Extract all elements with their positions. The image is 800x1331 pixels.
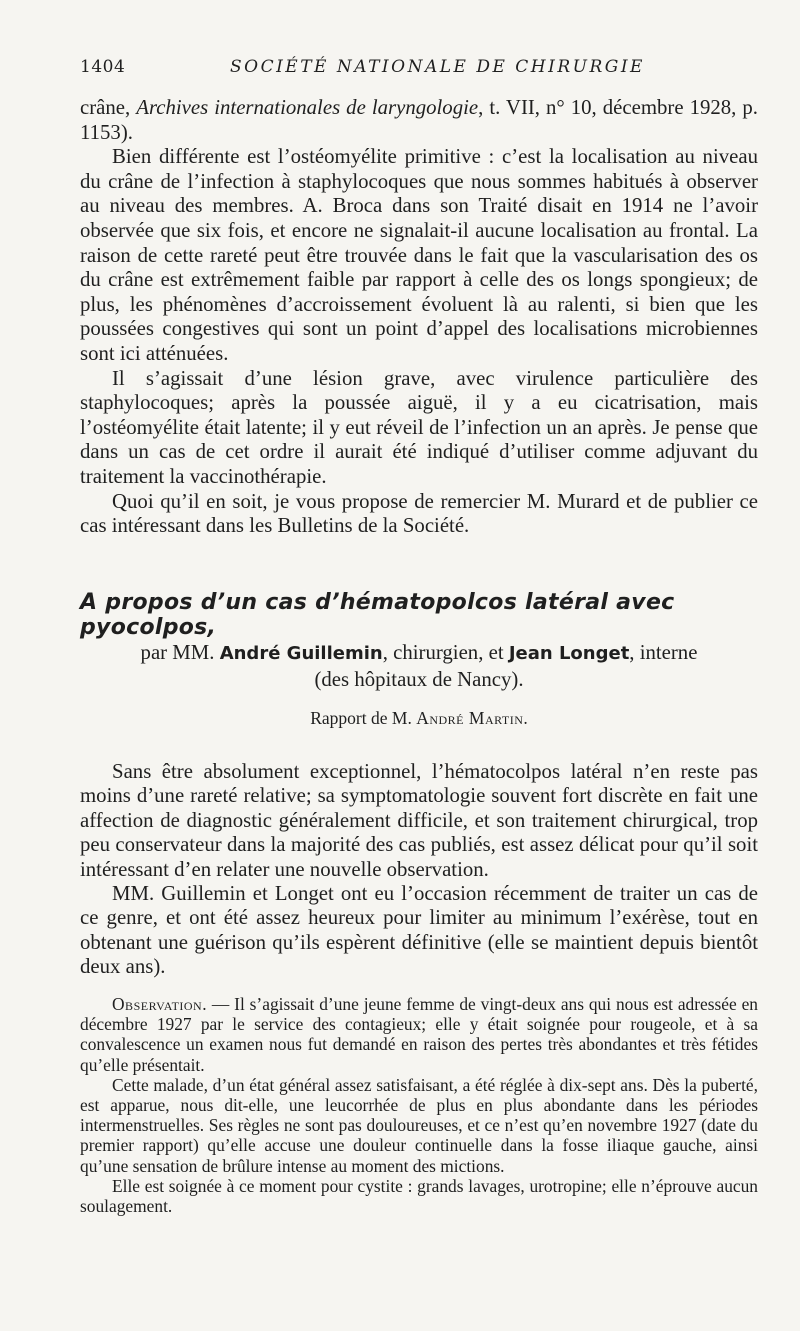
page-number: 1404 bbox=[80, 57, 126, 77]
observation-section bbox=[80, 994, 758, 1216]
affiliation: (des hôpitaux de Nancy). bbox=[314, 668, 524, 691]
paragraph: Sans être absolument exceptionnel, l’hématocolpos latéral n’en reste pas moins d’une rareté relative; sa symptomatologie souvent fort discrète en fait une affection de diagnostic généralement difficile, et son traitement chirurgical, trop peu conservateur dans la majorité des cas publiés, est assez délicat pour qu’il soit intéressant d’en relater une nouvelle observation. bbox=[80, 760, 758, 881]
article-title: A propos d’un cas d’hématopolcos latéral avec pyocolpos, bbox=[80, 590, 675, 640]
paragraph: MM. Guillemin et Longet ont eu l’occasion récemment de traiter un cas de ce genre, et ont été assez heureux pour limiter au minimum l’exérèse, tout en obtenant une guérison qu’ils espèrent définitive (elle se maintient depuis bientôt deux ans). bbox=[80, 882, 758, 979]
paragraph: Observation. — Il s’agissait d’une jeune femme de vingt-deux ans qui nous est adressée en décembre 1927 par le service des contagieux; elle y était soignée pour rougeole, et à sa convalescence un examen nous fut demandé en raison des pertes très abondantes et très fétides qu’elle présentait. bbox=[80, 994, 758, 1075]
paragraph: Quoi qu’il en soit, je vous propose de remercier M. Murard et de publier ce cas intéressant dans les Bulletins de la Société. bbox=[80, 489, 758, 538]
paragraph: Bien différente est l’ostéomyélite primitive : c’est la localisation au niveau du crâne de l’infection à staphylocoques que nous sommes habitués à observer au niveau des membres. A. Broca dans son Traité disait en 1914 ne l’avoir observée que six fois, et encore ne signalait-il aucune localisation au frontal. La raison de cette rareté peut être trouvée dans le fait que la vascularisation des os du crâne est extrêmement faible par rapport à celle des os longs spongieux; de plus, les phénomènes d’accroissement évoluent là au ralenti, si bien que les poussées congestives qui sont un point d’appel des localisations microbiennes sont ici atténuées. bbox=[80, 145, 758, 365]
rapport-line: Rapport de M. André Martin. bbox=[310, 708, 528, 728]
journal-title: Archives internationales de laryngologie bbox=[136, 96, 479, 119]
paragraph: Cette malade, d’un état général assez satisfaisant, a été réglée à dix-sept ans. Dès la puberté, est apparue, nous dit-elle, une leucorrhée de plus en plus abondante dans les périodes intermenstruelles. Ses règles ne sont pas douloureuses, et ce n’est qu’en novembre 1927 (date du premier rapport) qu’elle accuse une douleur continuelle dans la fosse iliaque gauche, ainsi qu’une sensation de brûlure intense au moment des mictions. bbox=[80, 1074, 758, 1176]
article-body bbox=[80, 760, 758, 980]
paragraph: Elle est soignée à ce moment pour cystite : grands lavages, urotropine; elle n’éprouve aucun soulagement. bbox=[80, 1175, 758, 1217]
byline: par MM. André Guillemin, chirurgien, et Jean Longet, interne (des hôpitaux de Nancy). bbox=[80, 640, 758, 693]
paragraph: Il s’agissait d’une lésion grave, avec virulence particulière des staphylocoques; après la poussée aiguë, il y a eu cicatrisation, mais l’ostéomyélite était latente; il y eut réveil de l’infection un an après. Je pense que dans un cas de cet ordre il aurait été indiqué d’utiliser comme adjuvant du traitement la vaccinothérapie. bbox=[80, 366, 758, 488]
rapporteur-name: André Martin bbox=[416, 708, 524, 728]
intro-section bbox=[80, 96, 758, 539]
author-name: Jean Longet bbox=[508, 643, 630, 664]
running-title: SOCIÉTÉ NATIONALE DE CHIRURGIE bbox=[230, 57, 645, 77]
author-name: André Guillemin bbox=[219, 643, 383, 664]
citation-line: crâne, Archives internationales de laryngologie, t. VII, n° 10, décembre 1928, p. 1153). bbox=[80, 96, 758, 144]
observation-label: Observation. bbox=[112, 994, 208, 1014]
running-header bbox=[80, 57, 758, 81]
